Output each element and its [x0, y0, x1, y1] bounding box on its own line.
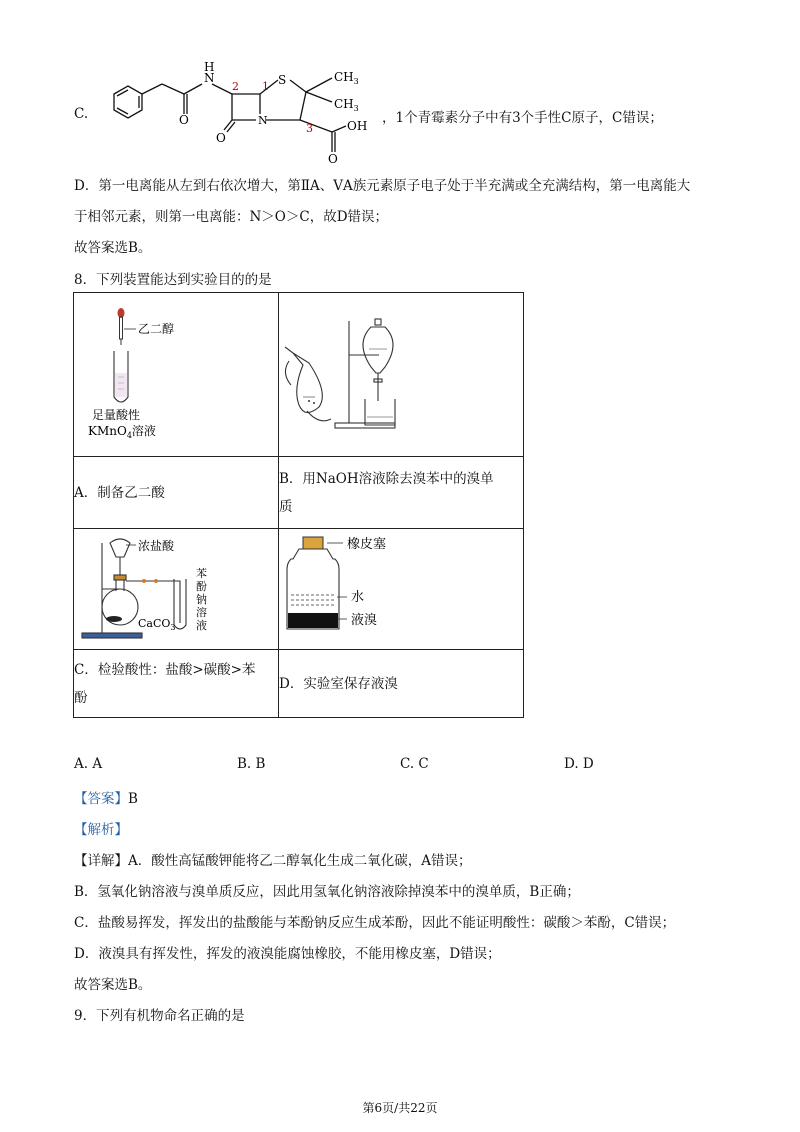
analysis-tag: 【解析】: [74, 822, 128, 838]
choice-d: D. D: [564, 756, 594, 772]
answer-line-8: 故答案选B。: [74, 977, 152, 993]
svg-text:KMnO4溶液: KMnO$_4$溶液: [88, 424, 156, 440]
label-sodium-phenoxide: 苯 酚 钠 溶 液: [196, 567, 207, 632]
label-acidic: 足量酸性: [92, 408, 141, 422]
detail-b: B．氢氧化钠溶液与溴单质反应，因此用氢氧化钠溶液除掉溴苯中的溴单质，B正确；: [74, 884, 580, 900]
struct-h: H: [204, 62, 215, 74]
page-footer: 第6页/共22页: [362, 1101, 438, 1115]
choice-c: C. C: [400, 756, 429, 772]
label-ethylene-glycol: 乙二醇: [138, 322, 175, 336]
penicillin-structure: [92, 62, 382, 164]
struct-o3: O: [328, 152, 338, 164]
cell-a-figure: [74, 293, 279, 457]
cell-b-figure: [279, 293, 524, 457]
label-liquid-bromine: 液溴: [351, 613, 378, 628]
label-water: 水: [351, 590, 365, 605]
detail-a: 【详解】A．酸性高锰酸钾能将乙二醇氧化生成二氧化碳，A错误；: [74, 853, 472, 869]
question-9: 9．下列有机物命名正确的是: [74, 1008, 245, 1024]
ethylene-glycol-oxidation-figure: [74, 293, 278, 452]
chiral-label-1: 1: [262, 80, 269, 93]
answer-value: B: [128, 791, 138, 807]
struct-s: S: [278, 73, 287, 87]
bromine-storage-figure: [279, 529, 523, 645]
label-conc-hcl: 浓盐酸: [138, 539, 175, 553]
option-c-label: C.: [74, 106, 89, 122]
question-8: 8．下列装置能达到实验目的的是: [74, 272, 272, 288]
separatory-funnel-figure: [279, 293, 523, 452]
acidity-test-figure: [74, 529, 278, 645]
choice-b: B. B: [237, 756, 266, 772]
option-d-line1: D．第一电离能从左到右依次增大，第ⅡA、ⅤA族元素原子电子处于半充满或全充满结构，第一电离能大: [74, 178, 691, 194]
chiral-label-3: 3: [306, 122, 313, 135]
cell-b-caption: B．用NaOH溶液除去溴苯中的溴单 质: [279, 457, 524, 529]
answer-line: [74, 787, 138, 807]
cell-a-caption: A．制备乙二酸: [74, 457, 279, 529]
cell-d-figure: [279, 529, 524, 650]
svg-text:CaCO3: CaCO$_3$: [138, 617, 176, 632]
option-c-text: ，1个青霉素分子中有3个手性C原子，C错误；: [382, 110, 663, 126]
cell-d-caption: D．实验室保存液溴: [279, 650, 524, 718]
struct-n: N: [204, 71, 215, 85]
label-rubber-stopper: 橡皮塞: [347, 537, 387, 552]
struct-n-ring: N: [258, 114, 268, 127]
apparatus-table: [73, 292, 524, 718]
cell-c-figure: [74, 529, 279, 650]
choice-a: A. A: [74, 756, 103, 772]
chiral-label-2: 2: [232, 80, 239, 93]
cell-c-caption: C．检验酸性：盐酸>碳酸>苯 酚: [74, 650, 279, 718]
detail-c: C．盐酸易挥发，挥发出的盐酸能与苯酚钠反应生成苯酚，因此不能证明酸性：碳酸＞苯酚，C错误；: [74, 915, 676, 931]
struct-oh: OH: [347, 119, 368, 133]
struct-o2: O: [216, 131, 226, 145]
detail-d: D．液溴具有挥发性，挥发的液溴能腐蚀橡胶，不能用橡皮塞，D错误；: [74, 946, 501, 962]
answer-line-7: 故答案选B。: [74, 240, 152, 256]
svg-text:CH3: $CH_3$: [334, 70, 359, 86]
svg-text:CH3: $CH_3$: [334, 97, 359, 113]
answer-tag: 【答案】: [74, 791, 128, 807]
struct-o1: O: [179, 113, 189, 127]
option-d-line2: 于相邻元素，则第一电离能：N＞O＞C，故D错误；: [74, 209, 389, 225]
